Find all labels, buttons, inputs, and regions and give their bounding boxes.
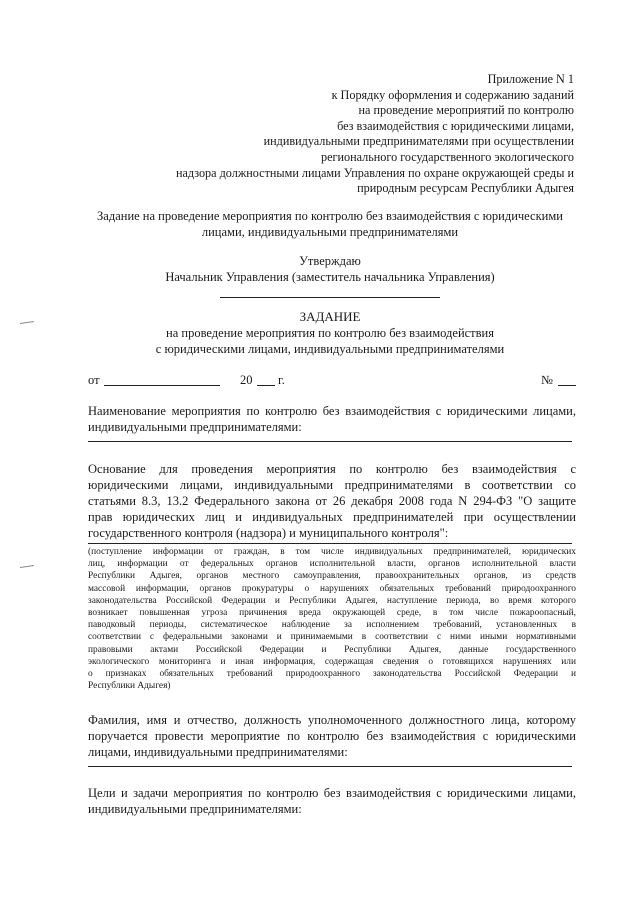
goals-section xyxy=(88,785,576,817)
year-suffix: г. xyxy=(278,373,285,387)
date-number-line xyxy=(88,373,588,391)
basis-section xyxy=(88,461,576,541)
appendix-line: природным ресурсам Республики Адыгея xyxy=(357,181,574,196)
note-line: экологического мониторинга и иная информация, содержащая сведения о готовящихся нарушениях или xyxy=(88,656,576,667)
paragraph-line: индивидуальными предпринимателями: xyxy=(88,420,302,434)
number-label: № xyxy=(541,373,553,387)
official-field[interactable] xyxy=(88,766,572,767)
note-line: Республики Адыгея, органов местного самоуправления, правоохранительных органов, из средств xyxy=(88,571,576,582)
note-line: массовой информации, органов прокуратуры о нарушениях обязательных требований природоохранного xyxy=(88,583,576,594)
note-line: законодательства Российской Федерации и Республики Адыгея, наступление периода, во время которого xyxy=(88,595,576,606)
paragraph-line: государственного контроля (надзора) и муниципального контроля": xyxy=(88,526,449,540)
form-title xyxy=(60,208,600,240)
paragraph-line: лицами, индивидуальными предпринимателями: xyxy=(88,745,348,759)
appendix-header xyxy=(176,72,574,197)
task-title: ЗАДАНИЕ xyxy=(299,309,361,324)
note-line: правовыми актами Российской Федерации и Республики Адыгея, данные государственного xyxy=(88,644,576,655)
paragraph-line: поручается провести мероприятие по контролю без взаимодействия с юридическими xyxy=(88,729,576,743)
paragraph-line: юридическими лицами, индивидуальными предпринимателями в соответствии со xyxy=(88,478,576,492)
paragraph-line: Цели и задачи мероприятия по контролю без взаимодействия с юридическими лицами, xyxy=(88,786,576,800)
task-subtitle: с юридическими лицами, индивидуальными предпринимателями xyxy=(155,342,505,356)
appendix-line: Приложение N 1 xyxy=(487,72,574,86)
paragraph-line: Основание для проведения мероприятия по контролю без взаимодействия с xyxy=(88,462,576,476)
appendix-line: индивидуальными предпринимателями при осуществлении xyxy=(263,134,574,149)
paragraph-line: прав юридических лиц и индивидуальных предпринимателей при осуществлении xyxy=(88,510,576,524)
appendix-line: без взаимодействия с юридическими лицами, xyxy=(337,118,574,133)
note-line: лиц, информации от федеральных органов исполнительной власти, органов исполнительной власти xyxy=(88,559,576,570)
date-field[interactable] xyxy=(104,385,220,386)
note-line: соответствии с федеральными законами и принимаемыми в соответствии с ними иными нормативными xyxy=(88,632,576,643)
basis-note xyxy=(88,546,576,692)
signature-line[interactable] xyxy=(220,297,440,298)
task-heading xyxy=(60,309,600,357)
event-name-field[interactable] xyxy=(88,441,572,442)
approve-label: Утверждаю xyxy=(299,254,361,268)
appendix-line: регионального государственного экологического xyxy=(320,149,574,164)
year-prefix: 20 xyxy=(240,373,253,387)
official-section xyxy=(88,712,576,760)
form-title-line: Задание на проведение мероприятия по контролю без взаимодействия с юридическими xyxy=(97,209,563,223)
form-title-line: лицами, индивидуальными предпринимателями xyxy=(201,225,459,239)
paragraph-line: индивидуальными предпринимателями: xyxy=(88,802,302,816)
scan-mark xyxy=(20,322,36,326)
number-field[interactable] xyxy=(558,385,576,386)
note-line: Республики Адыгея) xyxy=(88,681,171,692)
year-field[interactable] xyxy=(257,385,275,386)
task-subtitle: на проведение мероприятия по контролю без взаимодействия xyxy=(166,326,494,340)
event-name-section xyxy=(88,403,576,435)
note-line: (поступление информации от граждан, в том числе индивидуальных предпринимателей, юридических xyxy=(88,547,576,557)
scan-mark xyxy=(20,566,36,570)
appendix-line: на проведение мероприятий по контролю xyxy=(358,103,574,118)
note-line: паводковый периоды, систематическое наблюдение за исполнением требований, установленных в xyxy=(88,620,576,631)
approver-position: Начальник Управления (заместитель начальника Управления) xyxy=(165,270,495,284)
date-from-label: от xyxy=(88,373,100,387)
note-line: о признаках обязательных требований природоохранного законодательства Российской Федерации и xyxy=(88,669,576,680)
paragraph-line: Фамилия, имя и отчество, должность уполномоченного должностного лица, которому xyxy=(88,713,576,727)
appendix-line: к Порядку оформления и содержанию заданий xyxy=(331,87,574,102)
paragraph-line: статьями 8.3, 13.2 Федерального закона от 26 декабря 2008 года N 294-ФЗ "О защите xyxy=(88,494,576,508)
approval-block xyxy=(60,253,600,285)
basis-field[interactable] xyxy=(88,543,572,544)
note-line: возникает повышенная угроза причинения вреда окружающей среде, в том числе пожароопасный, xyxy=(88,608,576,619)
appendix-line: надзора должностными лицами Управления по охране окружающей среды и xyxy=(175,165,574,180)
paragraph-line: Наименование мероприятия по контролю без взаимодействия с юридическими лицами, xyxy=(88,404,576,418)
